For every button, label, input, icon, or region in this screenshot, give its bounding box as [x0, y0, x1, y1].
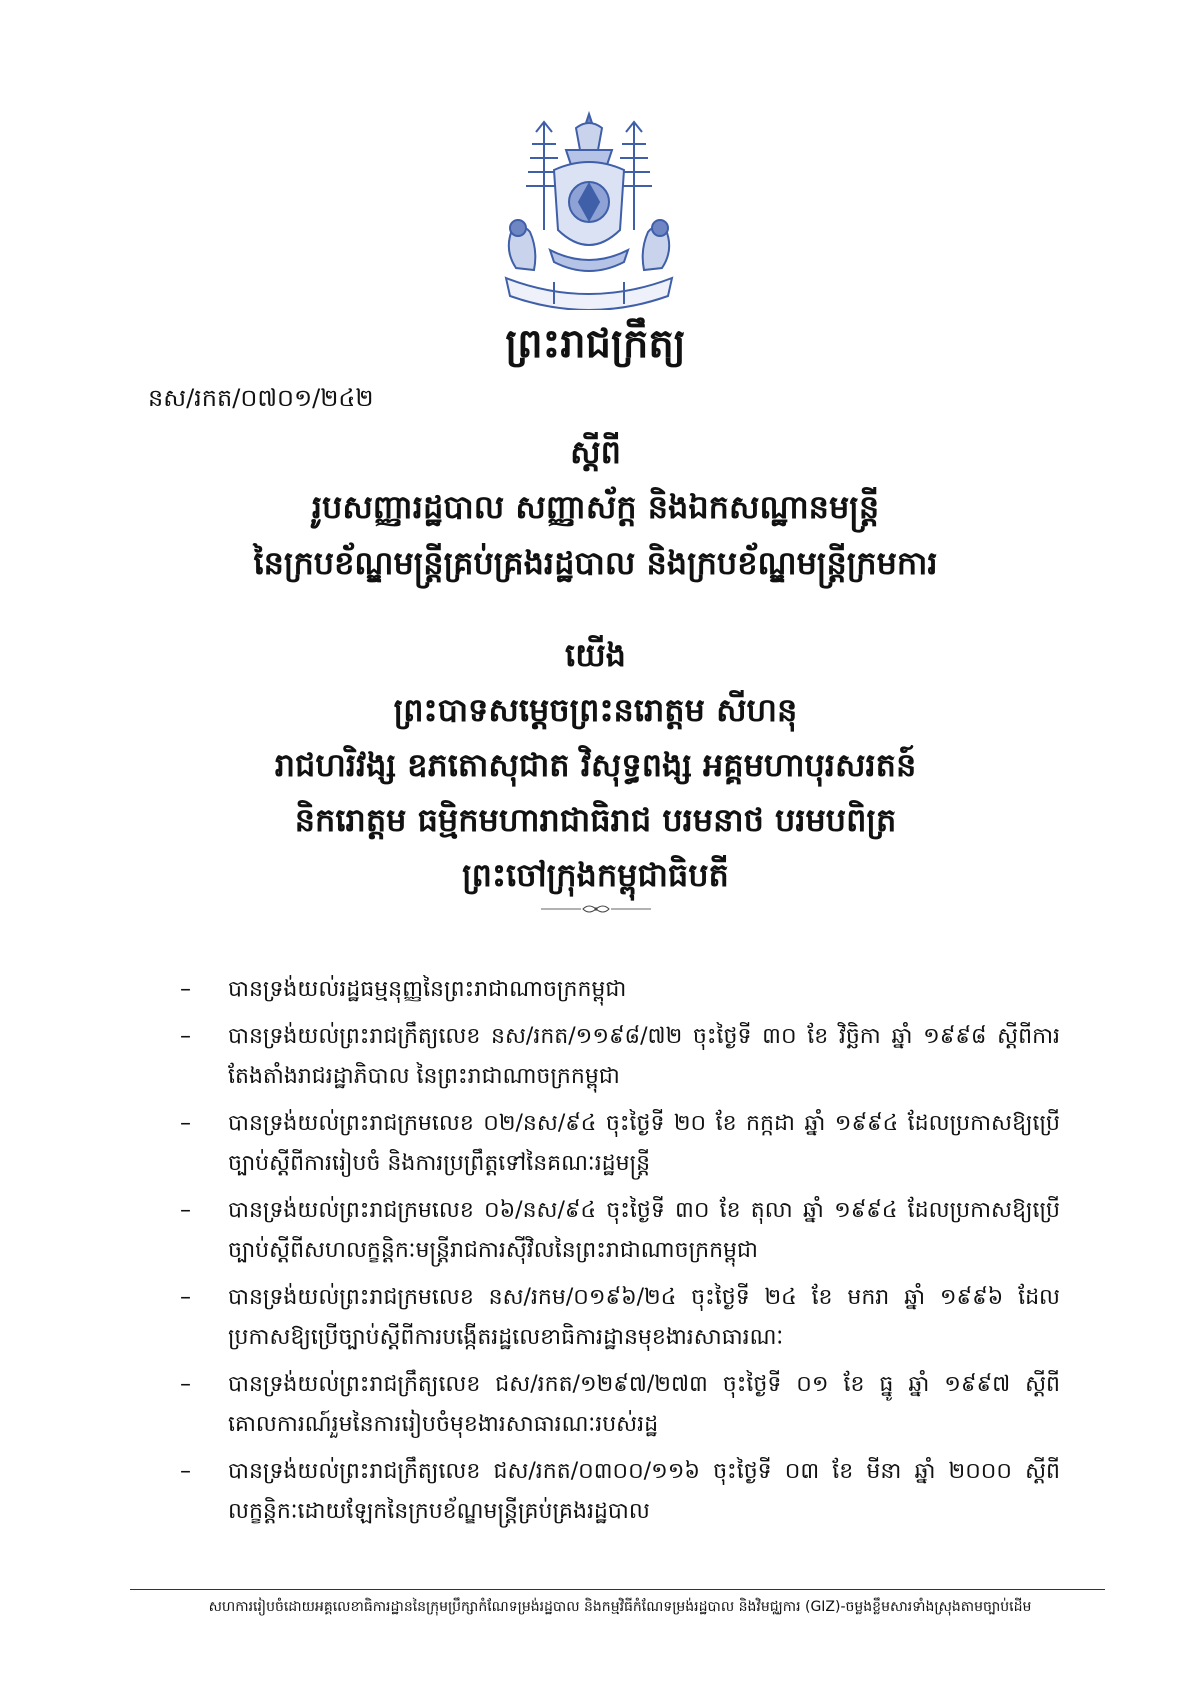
list-item: [180, 970, 1060, 1010]
subject-line-2: នៃក្របខ័ណ្ឌមន្ត្រីគ្រប់គ្រងរដ្ឋបាល និងក្របខ័ណ្ឌមន្ត្រីក្រមការ: [253, 544, 938, 582]
ornament-divider: [541, 902, 651, 916]
dash-bullet: –: [180, 1285, 191, 1310]
list-item-text: បានទ្រង់យល់ព្រះរាជក្រមលេខ ០៦/នស/៩៤ ចុះថ្ងៃទី ៣០ ខែ តុលា ឆ្នាំ ១៩៩៤ ដែលប្រកាសឱ្យប្រើច្បាប់ស្ដីពីសហលក្ខន្តិកៈមន្ត្រីរាជការស៊ីវិលនៃព្រះរាជាណាចក្រកម្ពុជា: [228, 1198, 1060, 1263]
royal-coat-of-arms-emblem: [494, 110, 684, 310]
list-item-text: បានទ្រង់យល់ព្រះរាជក្រមលេខ នស/រកម/០១៩៦/២៤ ចុះថ្ងៃទី ២៤ ខែ មករា ឆ្នាំ ១៩៩៦ ដែលប្រកាសឱ្យប្រើច្បាប់ស្ដីពីការបង្កើតរដ្ឋលេខាធិការដ្ឋានមុខងារសាធារណៈ: [228, 1285, 1060, 1350]
king-title-line-4: ព្រះចៅក្រុងកម្ពុជាធិបតី: [462, 856, 729, 894]
preamble-list: [180, 970, 1060, 1539]
subject-line-1: រូបសញ្ញារដ្ឋបាល សញ្ញាស័ក្ដ និងឯកសណ្ឋានមន្ត្រី: [311, 488, 880, 526]
dash-bullet: –: [180, 977, 191, 1002]
king-title-line-1: ព្រះបាទសម្ដេចព្រះនរោត្ដម សីហនុ: [393, 691, 798, 729]
list-item: [180, 1278, 1060, 1358]
list-item-text: បានទ្រង់យល់ព្រះរាជក្រឹត្យលេខ ជស/រកត/១២៩៧/២៧៣ ចុះថ្ងៃទី ០១ ខែ ធ្នូ ឆ្នាំ ១៩៩៧ ស្ដីពីគោលការណ៍រួមនៃការរៀបចំមុខងារសាធារណៈរបស់រដ្ឋ: [228, 1372, 1060, 1437]
dash-bullet: –: [180, 1111, 191, 1136]
document-number: នស/រកត/០៧០១/២៤២: [148, 384, 374, 412]
list-item: [180, 1104, 1060, 1184]
list-item: [180, 1017, 1060, 1097]
list-item: [180, 1452, 1060, 1532]
footer-divider: [130, 1589, 1105, 1590]
list-item: [180, 1365, 1060, 1445]
decree-title: ព្រះរាជក្រឹត្យ: [505, 321, 686, 367]
dash-bullet: –: [180, 1372, 191, 1397]
dash-bullet: –: [180, 1459, 191, 1484]
king-title-line-2: រាជហរិវង្ស ឧភតោសុជាត វិសុទ្ធពង្ស អគ្គមហាបុរសរតន៍: [274, 746, 917, 784]
dash-bullet: –: [180, 1198, 191, 1223]
list-item-text: បានទ្រង់យល់ព្រះរាជក្រមលេខ ០២/នស/៩៤ ចុះថ្ងៃទី ២០ ខែ កក្កដា ឆ្នាំ ១៩៩៤ ដែលប្រកាសឱ្យប្រើច្បាប់ស្ដីពីការរៀបចំ និងការប្រព្រឹត្តទៅនៃគណៈរដ្ឋមន្ត្រី: [228, 1111, 1060, 1176]
footer-note: សហការរៀបចំដោយអគ្គលេខាធិការដ្ឋាននៃក្រុមប្រឹក្សាកំណែទម្រង់រដ្ឋបាល និងកម្មវិធីកំណែទម្រង់រដ្ឋបាល និងវិមជ្ឈការ (GIZ)-ចម្លងខ្លឹមសារទាំងស្រុងតាមច្បាប់ដើម: [208, 1599, 1032, 1615]
list-item: [180, 1191, 1060, 1271]
we-heading: យើង: [565, 636, 626, 674]
about-heading: ស្ដីពី: [570, 433, 621, 471]
king-title-line-3: និករោត្ដម ធម្មិកមហារាជាធិរាជ បរមនាថ បរមបពិត្រ: [294, 801, 897, 839]
list-item-text: បានទ្រង់យល់ព្រះរាជក្រឹត្យលេខ នស/រកត/១១៩៨/៧២ ចុះថ្ងៃទី ៣០ ខែ វិច្ឆិកា ឆ្នាំ ១៩៩៨ ស្ដីពីការតែងតាំងរាជរដ្ឋាភិបាល នៃព្រះរាជាណាចក្រកម្ពុជា: [228, 1024, 1060, 1089]
list-item-text: បានទ្រង់យល់រដ្ឋធម្មនុញ្ញនៃព្រះរាជាណាចក្រកម្ពុជា: [228, 977, 627, 1002]
dash-bullet: –: [180, 1024, 191, 1049]
list-item-text: បានទ្រង់យល់ព្រះរាជក្រឹត្យលេខ ជស/រកត/០៣០០/១១៦ ចុះថ្ងៃទី ០៣ ខែ មីនា ឆ្នាំ ២០០០ ស្ដីពីលក្ខន្តិកៈដោយឡែកនៃក្របខ័ណ្ឌមន្ត្រីគ្រប់គ្រងរដ្ឋបាល: [228, 1459, 1060, 1524]
